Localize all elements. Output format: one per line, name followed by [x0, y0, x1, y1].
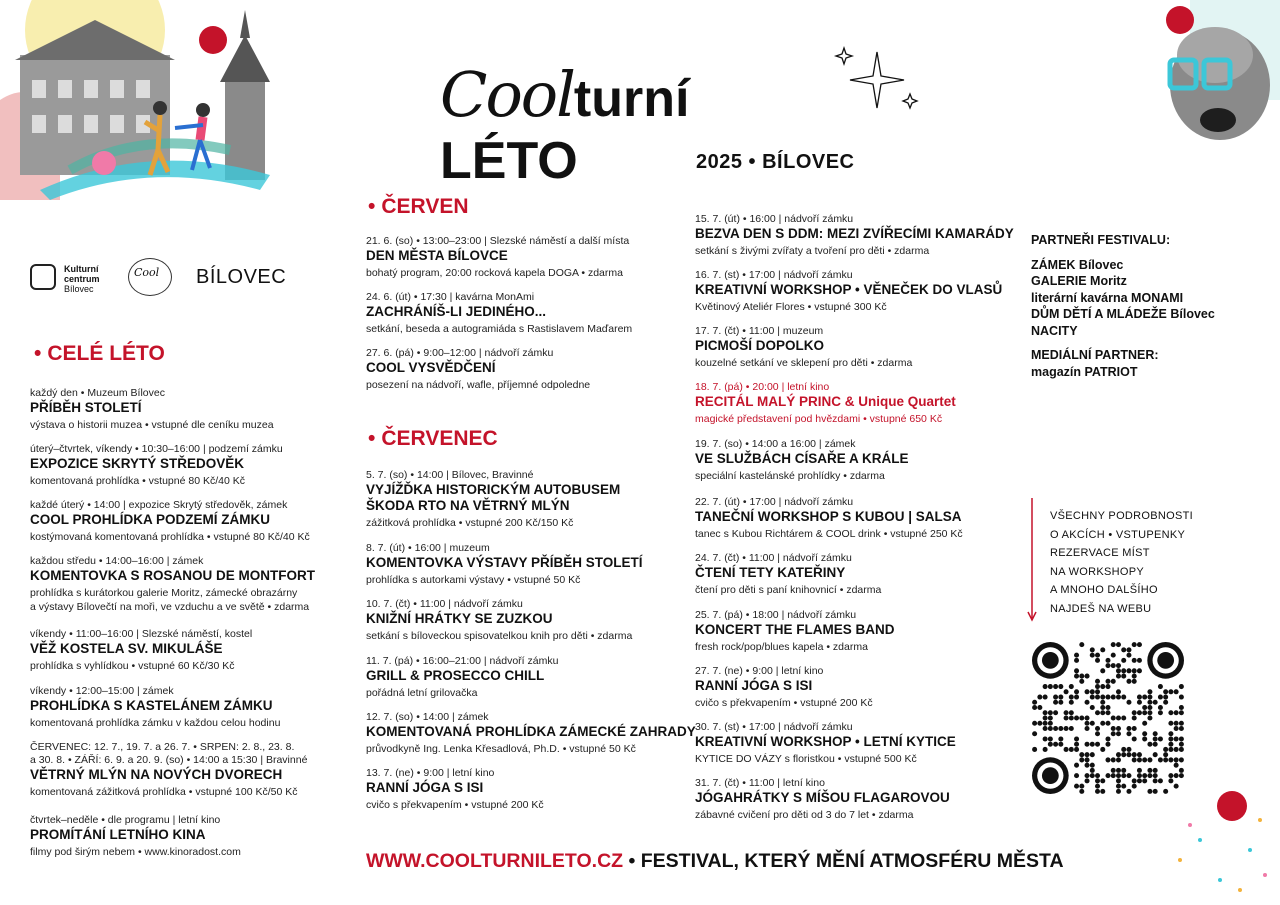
event-name: EXPOZICE SKRYTÝ STŘEDOVĚK [30, 456, 245, 471]
event-name: PICMOŠÍ DOPOLKO [695, 338, 825, 353]
partners-block [1031, 232, 1251, 380]
event-desc: prohlídka s vyhlídkou • vstupné 60 Kč/30 Kč [30, 660, 235, 672]
event-desc: kouzelné setkání ve sklepení pro děti • zdarma [695, 357, 913, 369]
event-name: COOL VYSVĚDČENÍ [366, 360, 496, 375]
event-name: ZACHRÁNÍŠ-LI JEDINÉHO... [366, 304, 547, 319]
event-desc: setkání, beseda a autogramiáda s Rastislavem Maďarem [366, 323, 633, 335]
info-line: NAJDEŠ NA WEBU [1050, 602, 1152, 615]
event-desc: komentovaná prohlídka zámku v každou celou hodinu [30, 717, 281, 729]
event-item [695, 665, 1025, 710]
event-meta: víkendy • 11:00–16:00 | Slezské náměstí, kostel [30, 628, 253, 640]
event-desc: fresh rock/pop/blues kapela • zdarma [695, 641, 868, 653]
event-item [366, 291, 686, 336]
media-partner: magazín PATRIOT [1031, 364, 1138, 379]
event-desc: Květinový Ateliér Flores • vstupné 300 Kč [695, 301, 887, 313]
event-meta: 13. 7. (ne) • 9:00 | letní kino [366, 767, 495, 779]
event-meta: 22. 7. (út) • 17:00 | nádvoří zámku [695, 496, 854, 508]
event-name: KOMENTOVKA VÝSTAVY PŘÍBĚH STOLETÍ [366, 555, 643, 570]
event-desc: zážitková prohlídka • vstupné 200 Kč/150 Kč [366, 517, 574, 529]
partner-item: ZÁMEK Bílovec [1031, 257, 1124, 272]
event-name: VYJÍŽĎKA HISTORICKÝM AUTOBUSEM ŠKODA RTO NA VĚTRNÝ MLÝN [366, 482, 621, 513]
media-partner-heading: MEDIÁLNÍ PARTNER: [1031, 348, 1159, 362]
event-desc: kostýmovaná komentovaná prohlídka • vstupné 80 Kč/40 Kč [30, 531, 310, 543]
event-item [695, 609, 1025, 654]
event-meta: 27. 7. (ne) • 9:00 | letní kino [695, 665, 824, 677]
event-name: PROHLÍDKA S KASTELÁNEM ZÁMKU [30, 698, 273, 713]
event-desc: zábavné cvičení pro děti od 3 do 7 let • zdarma [695, 809, 914, 821]
festival-subtitle: 2025 • BÍLOVEC [696, 151, 855, 173]
event-item [695, 721, 1025, 766]
event-item [366, 347, 686, 392]
event-name: GRILL & PROSECCO CHILL [366, 668, 545, 683]
event-item [695, 269, 1025, 314]
event-desc: setkání s živými zvířaty a tvoření pro děti • zdarma [695, 245, 930, 257]
event-item [366, 469, 696, 530]
sparkle-stars-icon [832, 42, 922, 122]
event-desc: cvičo s překvapením • vstupné 200 Kč [366, 799, 544, 811]
event-name: KNIŽNÍ HRÁTKY SE ZUZKOU [366, 611, 553, 626]
event-meta: 16. 7. (st) • 17:00 | nádvoří zámku [695, 269, 853, 281]
event-desc: magické představení pod hvězdami • vstupné 650 Kč [695, 413, 943, 425]
event-name: VĚŽ KOSTELA SV. MIKULÁŠE [30, 641, 223, 656]
event-desc: KYTICE DO VÁZY s floristkou • vstupné 500 Kč [695, 753, 917, 765]
organizer-logos [30, 258, 287, 298]
event-name: ČTENÍ TETY KATEŘINY [695, 565, 846, 580]
event-desc: setkání s bíloveckou spisovatelkou knih pro děti • zdarma [366, 630, 633, 642]
event-desc: filmy pod širým nebem • www.kinoradost.com [30, 846, 241, 858]
event-item [695, 213, 1025, 258]
event-item [366, 711, 696, 756]
partner-item: DŮM DĚTÍ A MLÁDEŽE Bílovec [1031, 307, 1215, 321]
event-meta: 15. 7. (út) • 16:00 | nádvoří zámku [695, 213, 854, 225]
event-name: KOMENTOVANÁ PROHLÍDKA ZÁMECKÉ ZAHRADY [366, 724, 696, 739]
event-meta: každý den • Muzeum Bílovec [30, 387, 165, 399]
footer-sep: • [623, 850, 641, 872]
event-item [30, 741, 360, 799]
event-desc: posezení na nádvoří, wafle, příjemné odpoledne [366, 379, 591, 391]
title-main: turní LÉTO [440, 70, 690, 190]
info-line: VŠECHNY PODROBNOSTI [1050, 510, 1194, 522]
footer-tagline: FESTIVAL, KTERÝ MĚNÍ ATMOSFÉRU MĚSTA [640, 850, 1064, 872]
event-item [30, 814, 360, 859]
kc-logo-icon [30, 264, 56, 290]
info-line: NA WORKSHOPY [1050, 565, 1145, 578]
info-line: REZERVACE MÍST [1050, 547, 1150, 559]
poodle-sunglasses-collage [1140, 0, 1280, 160]
event-item [695, 381, 1025, 426]
event-meta: ČERVENEC: 12. 7., 19. 7. a 26. 7. • SRPEN: 2. 8., 23. 8. a 30. 8. • ZÁŘÍ: 6. 9. a 20. 9. (so) • 14:00 a 15:30 | Bravinné [30, 741, 308, 766]
event-desc: speciální kastelánské prohlídky • zdarma [695, 470, 885, 482]
event-desc: prohlídka s autorkami výstavy • vstupné 50 Kč [366, 574, 581, 586]
event-meta: čtvrtek–neděle • dle programu | letní kino [30, 814, 221, 826]
event-meta: 8. 7. (út) • 16:00 | muzeum [366, 542, 490, 554]
bilovec-logo: BÍLOVEC [196, 266, 287, 288]
qr-code[interactable] [1032, 642, 1184, 794]
event-name: BEZVA DEN S DDM: MEZI ZVÍŘECÍMI KAMARÁDY [695, 226, 1014, 241]
event-name: KOMENTOVKA S ROSANOU DE MONTFORT [30, 568, 316, 583]
event-item [695, 325, 1025, 370]
title-script: Cool [440, 58, 574, 131]
partner-item: GALERIE Moritz [1031, 274, 1127, 288]
footer-url[interactable]: WWW.COOLTURNILETO.CZ [366, 850, 624, 872]
event-meta: 31. 7. (čt) • 11:00 | letní kino [695, 777, 825, 789]
event-item [366, 542, 696, 587]
event-name: VE SLUŽBÁCH CÍSAŘE A KRÁLE [695, 451, 909, 466]
section-cerven-label: ČERVEN [381, 195, 469, 218]
event-item [366, 235, 686, 280]
event-desc: pořádná letní grilovačka [366, 687, 478, 699]
event-name: DEN MĚSTA BÍLOVCE [366, 248, 508, 263]
event-name: RANNÍ JÓGA S ISI [695, 678, 813, 693]
event-item [366, 767, 696, 812]
event-name: JÓGAHRÁTKY S MÍŠOU FLAGAROVOU [695, 790, 950, 805]
event-item [30, 443, 360, 488]
event-meta: 10. 7. (čt) • 11:00 | nádvoří zámku [366, 598, 523, 610]
event-item [695, 496, 1025, 541]
event-desc: výstava o historii muzea • vstupné dle ceníku muzea [30, 419, 274, 431]
event-meta: 25. 7. (pá) • 18:00 | nádvoří zámku [695, 609, 857, 621]
event-desc: cvičo s překvapením • vstupné 200 Kč [695, 697, 873, 709]
event-meta: 12. 7. (so) • 14:00 | zámek [366, 711, 489, 723]
event-name: PŘÍBĚH STOLETÍ [30, 400, 142, 415]
event-name: PROMÍTÁNÍ LETNÍHO KINA [30, 827, 206, 842]
event-desc: bohatý program, 20:00 rocková kapela DOGA • zdarma [366, 267, 623, 279]
event-desc: komentovaná prohlídka • vstupné 80 Kč/40 Kč [30, 475, 245, 487]
event-item [695, 438, 1025, 483]
event-name: TANEČNÍ WORKSHOP S KUBOU | SALSA [695, 509, 962, 524]
event-meta: 17. 7. (čt) • 11:00 | muzeum [695, 325, 824, 337]
section-cele-leto-label: CELÉ LÉTO [47, 342, 165, 365]
kc-line2: centrum [64, 274, 100, 284]
event-desc: čtení pro děti s paní knihovnicí • zdarma [695, 584, 882, 596]
section-cele-leto: • CELÉ LÉTO [34, 342, 165, 365]
partner-item: literární kavárna MONAMI [1031, 290, 1184, 305]
section-cerven: • ČERVEN [368, 195, 469, 218]
kc-line1: Kulturní [64, 264, 99, 274]
event-desc: prohlídka s kurátorkou galerie Moritz, zámecké obrazárny a výstavy Bílovečtí na moři, ve vzduchu a ve světě • zdarma [30, 587, 310, 613]
event-name: RANNÍ JÓGA S ISI [366, 780, 484, 795]
event-name: RECITÁL MALÝ PRINC & Unique Quartet [695, 394, 956, 409]
partner-item: NACITY [1031, 323, 1078, 338]
event-desc: komentovaná zážitková prohlídka • vstupné 100 Kč/50 Kč [30, 786, 298, 798]
event-meta: úterý–čtvrtek, víkendy • 10:30–16:00 | podzemí zámku [30, 443, 283, 455]
event-name: COOL PROHLÍDKA PODZEMÍ ZÁMKU [30, 512, 270, 527]
cool-signature-text: Cool [134, 266, 160, 279]
event-meta: 24. 6. (út) • 17:30 | kavárna MonAmi [366, 291, 535, 303]
event-item [30, 685, 360, 730]
event-name: KREATIVNÍ WORKSHOP • VĚNEČEK DO VLASŮ [695, 282, 1003, 297]
event-desc: tanec s Kubou Richtárem & COOL drink • vstupné 250 Kč [695, 528, 963, 540]
event-item [30, 499, 360, 544]
event-desc: průvodkyně Ing. Lenka Křesadlová, Ph.D. • vstupné 50 Kč [366, 743, 636, 755]
event-meta: 27. 6. (pá) • 9:00–12:00 | nádvoří zámku [366, 347, 554, 359]
event-meta: 19. 7. (so) • 14:00 a 16:00 | zámek [695, 438, 856, 450]
event-item [366, 655, 696, 700]
event-name: KREATIVNÍ WORKSHOP • LETNÍ KYTICE [695, 734, 956, 749]
event-meta: každou středu • 14:00–16:00 | zámek [30, 555, 204, 567]
event-meta: 21. 6. (so) • 13:00–23:00 | Slezské náměstí a další místa [366, 235, 630, 247]
event-meta: 18. 7. (pá) • 20:00 | letní kino [695, 381, 830, 393]
event-meta: 30. 7. (st) • 17:00 | nádvoří zámku [695, 721, 853, 733]
event-item [30, 628, 360, 673]
event-item [30, 555, 360, 614]
event-name: KONCERT THE FLAMES BAND [695, 622, 895, 637]
kc-logo-text [64, 264, 100, 294]
event-item [695, 552, 1025, 597]
info-block [1050, 507, 1220, 618]
collage-castle-dancers [0, 0, 300, 210]
event-item [366, 598, 696, 643]
partners-heading: PARTNEŘI FESTIVALU: [1031, 233, 1171, 247]
event-meta: 24. 7. (čt) • 11:00 | nádvoří zámku [695, 552, 852, 564]
info-line: A MNOHO DALŠÍHO [1050, 584, 1158, 596]
arrow-down-icon [1026, 498, 1038, 626]
info-line: O AKCÍCH • VSTUPENKY [1050, 528, 1186, 541]
section-cervenec: • ČERVENEC [368, 427, 498, 450]
event-meta: víkendy • 12:00–15:00 | zámek [30, 685, 174, 697]
kc-line3: Bílovec [64, 284, 94, 294]
event-meta: 5. 7. (so) • 14:00 | Bílovec, Bravinné [366, 469, 534, 481]
decor-bottom-right [1160, 780, 1280, 905]
event-meta: každé úterý • 14:00 | expozice Skrytý středověk, zámek [30, 499, 288, 511]
section-cervenec-label: ČERVENEC [381, 427, 498, 450]
event-item [30, 387, 360, 432]
event-meta: 11. 7. (pá) • 16:00–21:00 | nádvoří zámku [366, 655, 559, 667]
event-name: VĚTRNÝ MLÝN NA NOVÝCH DVORECH [30, 767, 283, 782]
footer [366, 850, 1064, 873]
event-item [695, 777, 1025, 822]
